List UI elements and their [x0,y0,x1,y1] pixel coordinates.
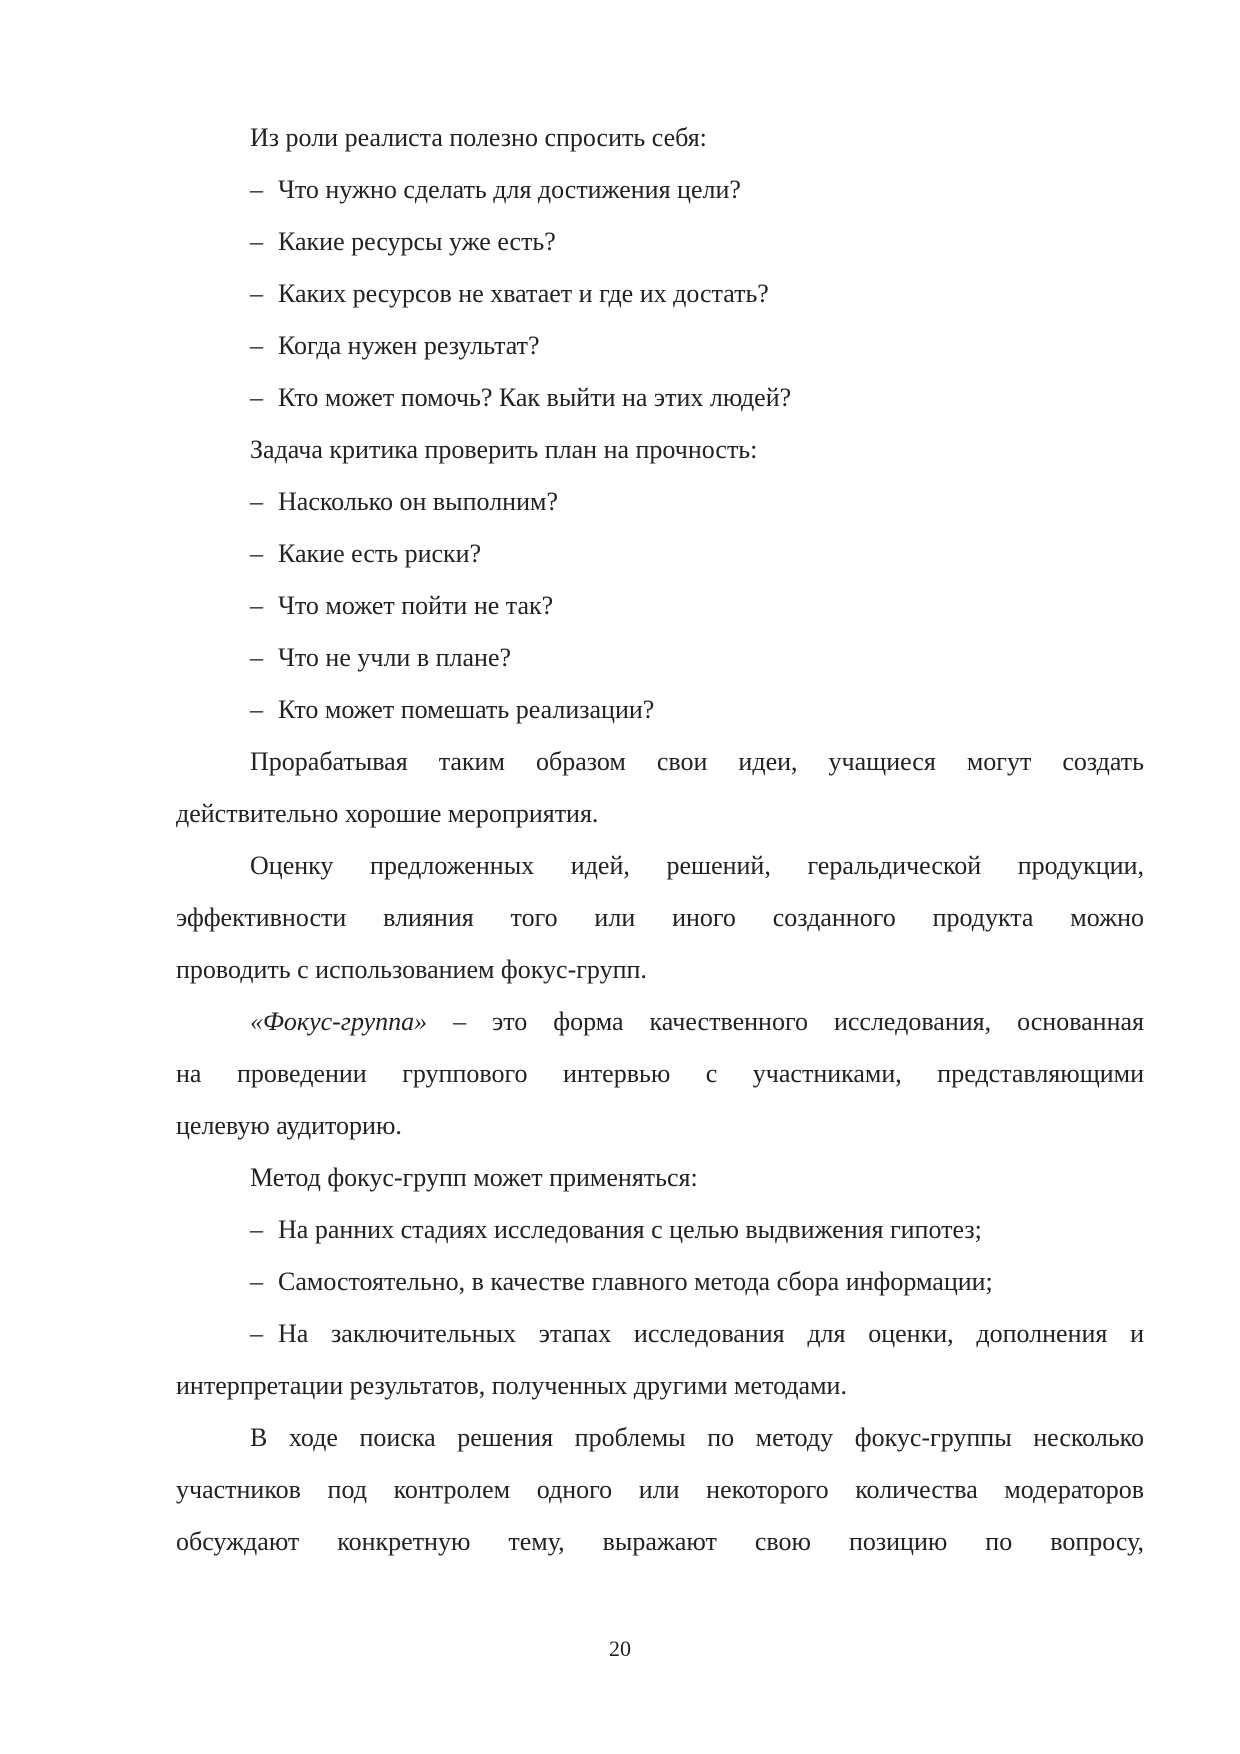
dash-marker: – [250,383,263,412]
question-text: Кто может помочь? Как выйти на этих людей? [278,383,792,412]
method-item-text: На заключительных этапах исследования для оценки, дополнения и [278,1319,1144,1348]
focus-definition-line-1 [176,996,1144,1048]
question-text: Что не учли в плане? [278,643,512,672]
method-intro: Метод фокус-групп может применяться: [250,1163,698,1192]
method-item-2 [176,1256,1144,1308]
realist-question-3 [176,268,1144,320]
question-text: Насколько он выполним? [278,487,558,516]
question-text: Какие есть риски? [278,539,482,568]
dash-marker: – [250,591,263,620]
paragraph-evaluation-line-2: эффективности влияния того или иного созданного продукта можно [176,903,1144,932]
method-item-3-line-2: интерпретации результатов, полученных другими методами. [176,1371,847,1400]
realist-intro: Из роли реалиста полезно спросить себя: [250,123,707,152]
dash-marker: – [250,539,263,568]
dash-marker: – [250,1215,263,1244]
realist-question-5 [176,372,1144,424]
paragraph-elaboration-line-1: Прорабатывая таким образом свои идеи, учащиеся могут создать [250,747,1144,776]
paragraph-final-line-2: участников под контролем одного или некоторого количества модераторов [176,1475,1144,1504]
critic-question-1 [176,476,1144,528]
dash-marker: – [250,487,263,516]
critic-question-4 [176,632,1144,684]
question-text: Что нужно сделать для достижения цели? [278,175,741,204]
focus-definition-text: – это форма качественного исследования, основанная [427,1007,1144,1036]
dash-marker: – [250,695,263,724]
question-text: Кто может помешать реализации? [278,695,655,724]
dash-marker: – [250,643,263,672]
focus-definition-line-2: на проведении группового интервью с участниками, представляющими [176,1059,1144,1088]
realist-question-2 [176,216,1144,268]
page-body [176,112,1144,1568]
paragraph-elaboration-line-2: действительно хорошие мероприятия. [176,799,599,828]
dash-marker: – [250,279,263,308]
realist-question-4 [176,320,1144,372]
paragraph-evaluation-line-3: проводить с использованием фокус-групп. [176,955,647,984]
question-text: Что может пойти не так? [278,591,554,620]
method-item-3-line-1 [176,1308,1144,1360]
question-text: Когда нужен результат? [278,331,540,360]
critic-question-3 [176,580,1144,632]
question-text: Какие ресурсы уже есть? [278,227,556,256]
paragraph-final-line-1: В ходе поиска решения проблемы по методу фокус-группы несколько [250,1423,1144,1452]
critic-question-2 [176,528,1144,580]
focus-definition-line-3: целевую аудиторию. [176,1111,402,1140]
question-text: Каких ресурсов не хватает и где их достать? [278,279,769,308]
dash-marker: – [250,227,263,256]
paragraph-evaluation-line-1: Оценку предложенных идей, решений, геральдической продукции, [250,851,1144,880]
dash-marker: – [250,175,263,204]
method-item-text: Самостоятельно, в качестве главного метода сбора информации; [278,1267,993,1296]
method-item-1 [176,1204,1144,1256]
focus-group-term: «Фокус-группа» [250,1007,428,1036]
dash-marker: – [250,1319,263,1348]
dash-marker: – [250,1267,263,1296]
method-item-text: На ранних стадиях исследования с целью выдвижения гипотез; [278,1215,982,1244]
dash-marker: – [250,331,263,360]
realist-question-1 [176,164,1144,216]
critic-question-5 [176,684,1144,736]
page-number: 20 [609,1636,631,1661]
critic-intro: Задача критика проверить план на прочность: [250,435,758,464]
paragraph-final-line-3: обсуждают конкретную тему, выражают свою позицию по вопросу, [176,1527,1144,1556]
